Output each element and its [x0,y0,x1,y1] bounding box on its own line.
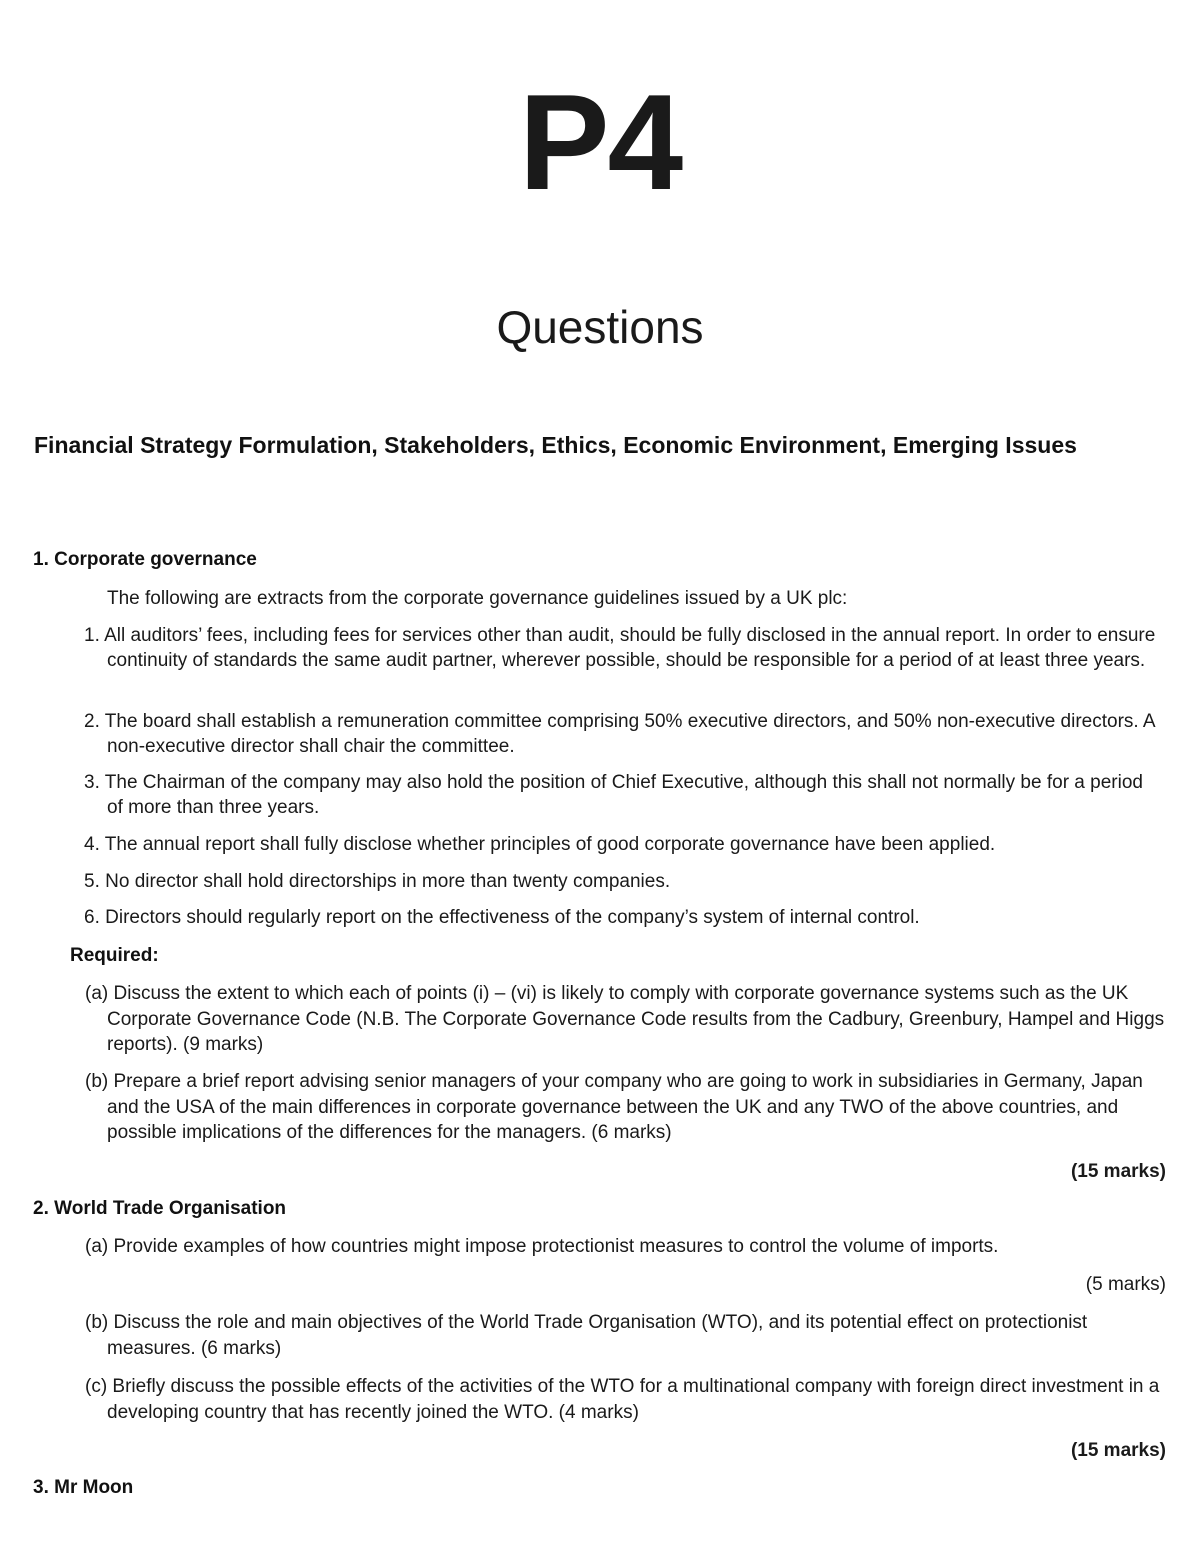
question-2-part-a-marks: (5 marks) [1085,1274,1166,1295]
question-2-part-c: (c) Briefly discuss the possible effects of the activities of the WTO for a multinational company with foreign direct investment in a developing country that has recently joined the WTO. (4 marks) [85,1376,1160,1423]
question-2-title: 2. World Trade Organisation [33,1198,287,1219]
guideline-item-3: 3. The Chairman of the company may also hold the position of Chief Executive, although this shall not normally be for a period of more than three years. [84,772,1143,818]
guideline-item-6: 6. Directors should regularly report on the effectiveness of the company’s system of internal control. [84,907,920,928]
guideline-item-2: 2. The board shall establish a remuneration committee comprising 50% executive directors, and 50% non-executive directors. A non-executive director shall chair the committee. [84,711,1155,757]
question-1-intro: The following are extracts from the corporate governance guidelines issued by a UK plc: [107,588,848,609]
guideline-item-1: 1. All auditors’ fees, including fees for services other than audit, should be fully disclosed in the annual report. In order to ensure continuity of standards the same audit partner, wherever possible, should be responsible for a period of at least three years. [84,625,1156,671]
question-1-part-a: (a) Discuss the extent to which each of points (i) – (vi) is likely to comply with corporate governance systems such as the UK Corporate Governance Code (N.B. The Corporate Governance Code results from the Cadbury, Greenbury, Hampel and Higgs reports). (9 marks) [85,983,1165,1055]
question-2-part-b: (b) Discuss the role and main objectives of the World Trade Organisation (WTO), and its potential effect on protectionist measures. (6 marks) [85,1312,1088,1359]
page-title: P4 [518,66,682,218]
question-1-part-b: (b) Prepare a brief report advising senior managers of your company who are going to work in subsidiaries in Germany, Japan and the USA of the main differences in corporate governance between the UK and any TWO of the above countries, and possible implications of the differences for the managers. (6 marks) [85,1071,1143,1143]
section-heading: Financial Strategy Formulation, Stakeholders, Ethics, Economic Environment, Emerging Issues [34,432,1077,458]
question-1-total-marks: (15 marks) [1070,1161,1166,1182]
question-2-total-marks: (15 marks) [1070,1440,1166,1461]
question-3-title: 3. Mr Moon [33,1477,134,1498]
guideline-item-5: 5. No director shall hold directorships in more than twenty companies. [84,871,671,892]
page-subtitle: Questions [496,301,704,353]
question-1-title: 1. Corporate governance [33,549,257,570]
question-2-part-a: (a) Provide examples of how countries might impose protectionist measures to control the volume of imports. [85,1236,999,1257]
required-label: Required: [70,945,159,966]
guideline-item-4: 4. The annual report shall fully disclose whether principles of good corporate governance have been applied. [84,834,996,855]
